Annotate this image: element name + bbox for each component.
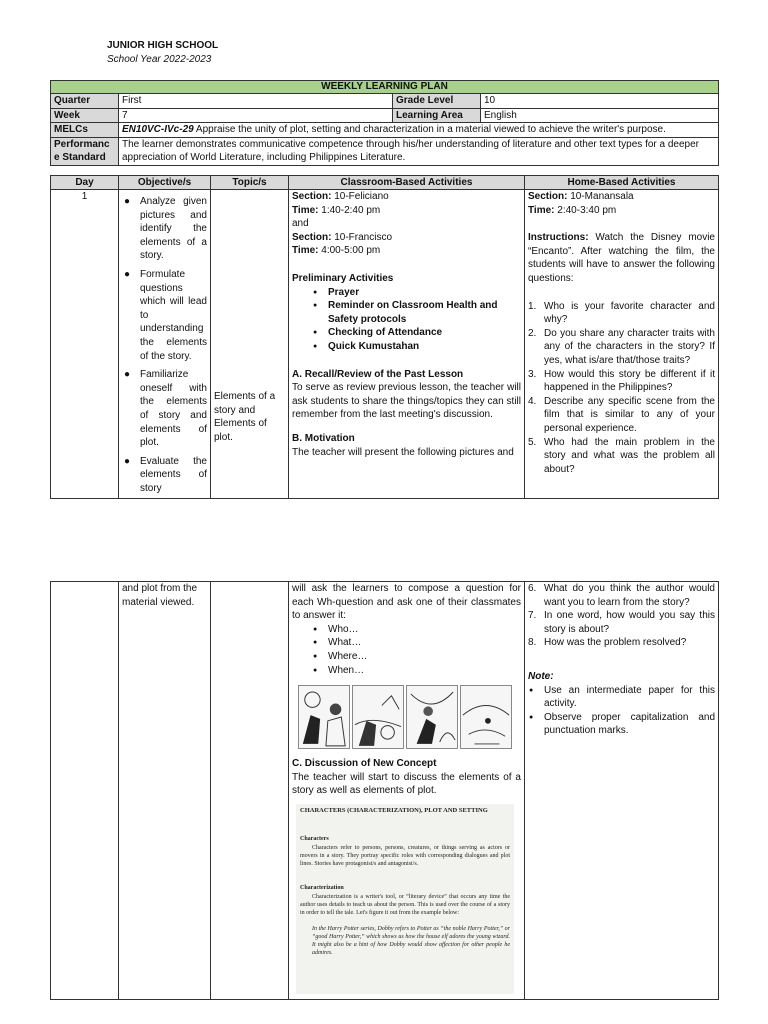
excerpt-heading: CHARACTERS (CHARACTERIZATION), PLOT AND SETTING [300,806,488,814]
recall-title: A. Recall/Review of the Past Lesson [292,368,464,380]
classroom-cell-continued [289,582,525,1000]
question-item: 4. Describe any specific scene from the film that is similar to any of your personal experience. [528,395,715,434]
melcs-code: EN10VC-IVc-29 [122,124,194,136]
excerpt-characterization-title: Characterization [300,884,344,891]
plan-title: WEEKLY LEARNING PLAN [51,81,719,94]
section-1: Section: 10-Feliciano [292,191,389,202]
list-item: ● Where… [292,650,521,664]
section-2: Section: 10-Francisco [292,231,393,243]
col-home: Home-Based Activities [525,176,719,190]
grade-value: 10 [481,94,719,109]
excerpt-characters-text: Characters refer to persons, persons, creatures, or things serving as actors or movers in a story. They portray specific roles with corresponding dialogues and plot lines. Stories have protagonist/s and antagonist/s. [300,844,510,867]
melcs-label: MELCs [51,123,119,138]
home-instructions: Instructions: Watch the Disney movie “Encanto”. After watching the film, the students will have to answer the following questions: [528,232,715,284]
question-item: 3. How would this story be different if it happened in the Philippines? [528,368,715,394]
activities-table [50,175,719,499]
question-item: 2. Do you share any character traits with any of the characters in the story? If yes, what is/are that/those traits? [528,327,715,366]
wh-question-list [292,623,521,677]
story-picture [298,685,350,749]
motivation-continued: will ask the learners to compose a question for each Wh-question and ask one of their classmates to answer it: [292,583,521,622]
performance-value: The learner demonstrates communicative competence through his/her understanding of literature and other text types for a deeper appreciation of World Literature, including Philippines Literature. [119,137,719,165]
list-item: ● Use an intermediate paper for this activity. [528,684,715,711]
story-picture [460,685,512,749]
question-item: 6. What do you think the author would want you to learn from the story? [528,583,715,608]
question-item: 7. In one word, how would you say this story is about? [528,610,715,635]
motivation-pictures [298,685,521,749]
quarter-value: First [119,94,393,109]
school-heading: JUNIOR HIGH SCHOOL [107,40,219,51]
objective-item: ● Analyze given pictures and identify the elements of a story. [124,196,207,262]
area-label: Learning Area [393,108,481,123]
motivation-title: B. Motivation [292,432,355,444]
grade-label: Grade Level [393,94,481,109]
activities-table-continued [50,581,719,1000]
time-2: Time: 4:00-5:00 pm [292,245,381,257]
week-value: 7 [119,108,393,123]
home-cell [525,190,719,499]
classroom-cell [289,190,525,499]
preliminary-title: Preliminary Activities [292,272,394,284]
col-classroom: Classroom-Based Activities [289,176,525,190]
list-item: ● Reminder on Classroom Health and Safety protocols [292,299,521,326]
home-cell-continued [525,582,719,1000]
note-list [528,684,715,738]
col-objectives: Objective/s [119,176,211,190]
list-item: ● Who… [292,623,521,637]
list-item: ● Observe proper capitalization and punctuation marks. [528,711,715,738]
week-label: Week [51,108,119,123]
topic-cell-continued [211,582,289,1000]
weekly-plan-table [50,80,719,166]
preliminary-list [292,286,521,354]
and-text: and [292,218,309,230]
list-item: ● Checking of Attendance [292,326,521,340]
melcs-text: Appraise the unity of plot, setting and characterization in a material viewed to achieve the writer's purpose. [193,124,666,136]
list-item: ● Quick Kumustahan [292,340,521,354]
objectives-cell-continued: and plot from the material viewed. [119,582,211,1000]
col-day: Day [51,176,119,190]
day-number: 1 [51,190,119,499]
note-title: Note: [528,670,554,682]
quarter-label: Quarter [51,94,119,109]
time-1: Time: 1:40-2:40 pm [292,204,381,216]
objectives-cell [119,190,211,499]
objective-item: ● Familiarize oneself with the elements of story and elements of plot. [124,369,207,449]
home-questions [528,300,715,477]
story-picture [352,685,404,749]
excerpt-characterization-text: Characterization is a writer's tool, or “literary device” that occurs any time the author uses details to teach us about the person. This is used over the course of a story in order to tell the tale. Let's figure it out from the example below: [300,893,510,916]
question-item: 1. Who is your favorite character and why? [528,300,715,326]
scanned-lesson-excerpt [296,804,514,994]
excerpt-example: In the Harry Potter series, Dobby refers to Potter as “the noble Harry Potter,” or “good Harry Potter,” which shows us how the house elf adores the young wizard. It might also be a hint of how Dobby would show affection for other people he admires. [312,925,510,956]
list-item: ● Prayer [292,286,521,300]
story-picture [406,685,458,749]
motivation-text: The teacher will present the following pictures and [292,446,514,458]
melcs-value [119,123,719,138]
question-item: 8. How was the problem resolved? [528,637,687,649]
discussion-text: The teacher will start to discuss the elements of a story as well as elements of plot. [292,771,521,797]
col-topics: Topic/s [211,176,289,190]
list-item: ● What… [292,636,521,650]
area-value: English [481,108,719,123]
recall-text: To serve as review previous lesson, the teacher will ask students to share the things/topics they can still remember from the last meeting's discussion. [292,382,521,421]
question-item: 5. Who had the main problem in the story and what was the problem all about? [528,436,715,475]
discussion-title: C. Discussion of New Concept [292,758,437,770]
home-time: Time: 2:40-3:40 pm [528,204,617,216]
performance-label: Performance Standard [51,137,119,165]
list-item: ● When… [292,664,521,678]
objective-item: ● Formulate questions which will lead to understanding the elements of the story. [124,268,207,362]
home-section: Section: 10-Manansala [528,191,634,202]
day-cell-continued [51,582,119,1000]
school-year: School Year 2022-2023 [107,54,212,65]
objective-item: ● Evaluate the elements of story [124,455,207,494]
home-questions-continued [528,582,715,650]
topic-cell: Elements of a story and Elements of plot. [211,190,289,499]
excerpt-characters-title: Characters [300,835,329,842]
